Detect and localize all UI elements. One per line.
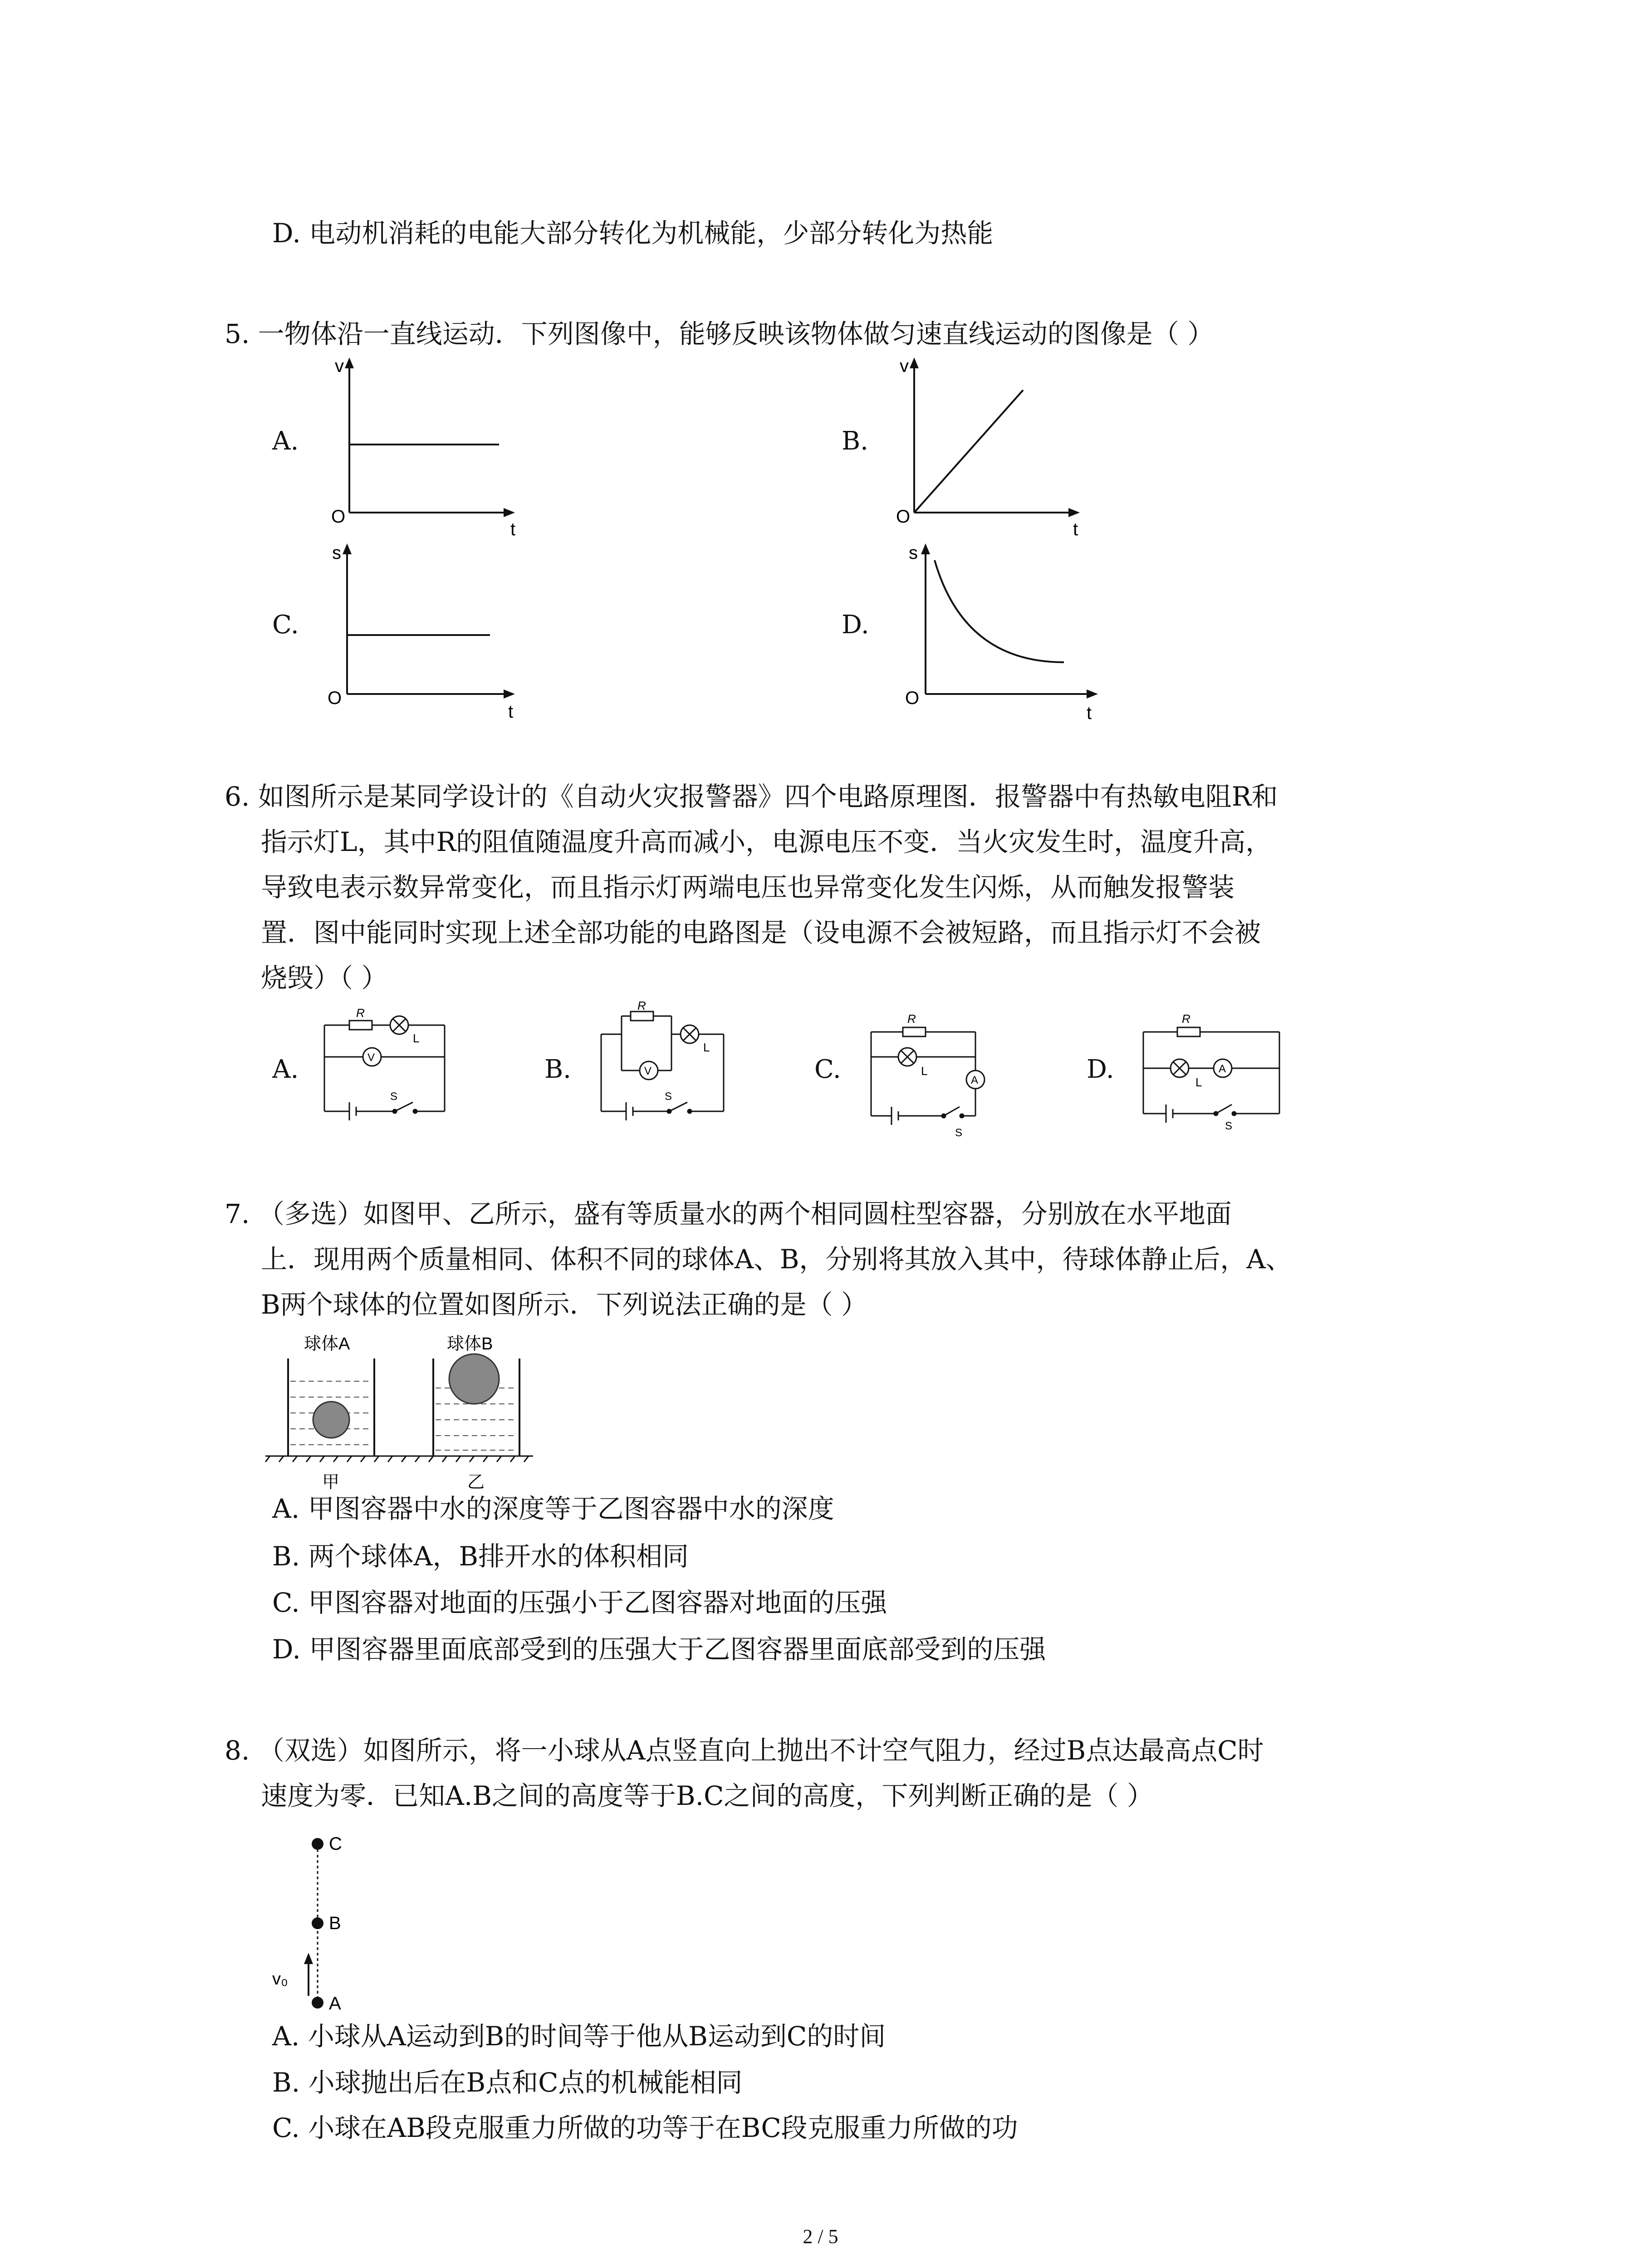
q5-a-x-label: t xyxy=(510,519,516,539)
q8-trajectory-figure xyxy=(268,1823,386,2014)
q6-stem-line-4: 置．图中能同时实现上述全部功能的电路图是（设电源不会被短路，而且指示灯不会被 xyxy=(261,917,1261,948)
q8-point-c-dot xyxy=(312,1838,323,1850)
q7-option-d: D. 甲图容器里面底部受到的压强大于乙图容器里面底部受到的压强 xyxy=(272,1634,1046,1665)
q8-label-c: C xyxy=(329,1834,342,1854)
q5-b-y-label: v xyxy=(900,356,909,376)
q5-d-x-label: t xyxy=(1087,703,1092,723)
q8-option-b: B. 小球抛出后在B点和C点的机械能相同 xyxy=(272,2067,743,2098)
q6-circuit-b xyxy=(594,999,749,1125)
q8-label-a: A xyxy=(329,1994,341,2014)
q5-graph-a xyxy=(309,354,535,544)
q7-containers-figure xyxy=(265,1331,538,1504)
q6-d-resistor-label: R xyxy=(1182,1012,1190,1026)
q7-option-c: C. 甲图容器对地面的压强小于乙图容器对地面的压强 xyxy=(272,1587,887,1618)
q5-a-origin: O xyxy=(331,507,346,527)
q6-c-lamp-label: L xyxy=(921,1064,928,1078)
q7-option-a: A. 甲图容器中水的深度等于乙图容器中水的深度 xyxy=(272,1493,834,1524)
q7-title-b: 球体B xyxy=(447,1334,493,1354)
q8-option-c: C. 小球在AB段克服重力所做的功等于在BC段克服重力所做的功 xyxy=(272,2112,1018,2143)
q6-option-a-label: A. xyxy=(272,1055,299,1084)
q5-b-x-label: t xyxy=(1073,519,1078,539)
q7-ball-b xyxy=(449,1354,499,1404)
q6-circuit-c xyxy=(862,1005,1034,1141)
q7-stem-line-2: 上．现用两个质量相同、体积不同的球体A、B，分别将其放入其中，待球体静止后，A、 xyxy=(261,1244,1292,1275)
q5-d-origin: O xyxy=(905,688,920,708)
q8-point-a-dot xyxy=(312,1997,323,2009)
q5-graph-d xyxy=(873,540,1100,730)
q6-a-meter-label: V xyxy=(367,1051,375,1064)
q5-a-y-label: v xyxy=(335,356,344,376)
q4-option-d: D. 电动机消耗的电能大部分转化为机械能，少部分转化为热能 xyxy=(272,218,994,249)
q6-a-lamp-label: L xyxy=(413,1031,420,1045)
q6-circuit-d xyxy=(1134,1009,1298,1132)
q6-c-resistor-label: R xyxy=(907,1012,916,1026)
q8-label-v0: v₀ xyxy=(272,1970,288,1989)
q7-container-jia xyxy=(288,1359,374,1456)
q6-c-meter-label: A xyxy=(971,1074,979,1086)
q6-circuit-a xyxy=(318,1007,472,1125)
q8-label-b: B xyxy=(329,1913,341,1933)
q8-point-b-dot xyxy=(312,1917,323,1929)
q5-b-origin: O xyxy=(896,507,911,527)
q6-b-meter-label: V xyxy=(644,1065,652,1077)
q6-stem-line-5: 烧毁）（ ） xyxy=(261,963,388,993)
q7-title-a: 球体A xyxy=(304,1334,350,1354)
q6-d-switch-label: S xyxy=(1225,1120,1233,1132)
q6-b-lamp-label: L xyxy=(703,1041,710,1054)
q6-b-switch-label: S xyxy=(665,1090,672,1103)
q6-option-c-label: C. xyxy=(814,1055,841,1084)
q5-option-c-label: C. xyxy=(272,610,299,640)
q7-ball-a xyxy=(313,1402,349,1438)
q5-d-y-label: s xyxy=(909,543,918,563)
q6-stem-line-3: 导致电表示数异常变化，而且指示灯两端电压也异常变化发生闪烁，从而触发报警装 xyxy=(261,872,1235,903)
q6-a-switch-label: S xyxy=(390,1090,398,1103)
q6-stem-line-1: 6. 如图所示是某同学设计的《自动火灾报警器》四个电路原理图．报警器中有热敏电阻R和 xyxy=(225,781,1278,812)
q8-stem-line-1: 8. （双选）如图所示，将一小球从A点竖直向上抛出不计空气阻力，经过B点达最高点C时 xyxy=(225,1735,1264,1766)
q8-option-a: A. 小球从A运动到B的时间等于他从B运动到C的时间 xyxy=(272,2021,886,2052)
q6-option-d-label: D. xyxy=(1087,1055,1114,1084)
q6-option-b-label: B. xyxy=(544,1055,571,1084)
q5-option-d-label: D. xyxy=(842,610,869,640)
page-number: 2 / 5 xyxy=(803,2225,838,2248)
q5-option-b-label: B. xyxy=(842,426,868,456)
q7-caption-jia: 甲 xyxy=(322,1473,340,1492)
q5-c-origin: O xyxy=(328,688,342,708)
q6-c-switch-label: S xyxy=(955,1127,963,1139)
q6-d-meter-label: A xyxy=(1219,1063,1226,1075)
q7-caption-yi: 乙 xyxy=(467,1473,485,1492)
q6-a-resistor-label: R xyxy=(356,1006,365,1020)
q7-option-b: B. 两个球体A，B排开水的体积相同 xyxy=(272,1541,689,1572)
q6-d-lamp-label: L xyxy=(1195,1075,1202,1089)
q7-stem-line-3: B两个球体的位置如图所示．下列说法正确的是（ ） xyxy=(261,1289,868,1320)
q6-stem-line-2: 指示灯L，其中R的阻值随温度升高而减小，电源电压不变．当火灾发生时，温度升高， xyxy=(261,826,1272,857)
q5-c-x-label: t xyxy=(508,702,514,722)
q5-option-a-label: A. xyxy=(272,426,299,456)
q5-graph-b xyxy=(873,354,1100,544)
q6-b-resistor-label: R xyxy=(637,999,646,1012)
q7-stem-line-1: 7. （多选）如图甲、乙所示，盛有等质量水的两个相同圆柱型容器，分别放在水平地面 xyxy=(225,1198,1232,1229)
q8-stem-line-2: 速度为零．已知A.B之间的高度等于B.C之间的高度，下列判断正确的是（ ） xyxy=(261,1780,1153,1811)
q5-c-y-label: s xyxy=(332,543,341,563)
q5-stem: 5. 一物体沿一直线运动．下列图像中，能够反映该物体做匀速直线运动的图像是（ ） xyxy=(225,318,1214,349)
q7-container-yi xyxy=(433,1354,519,1456)
q5-graph-c xyxy=(309,540,535,730)
